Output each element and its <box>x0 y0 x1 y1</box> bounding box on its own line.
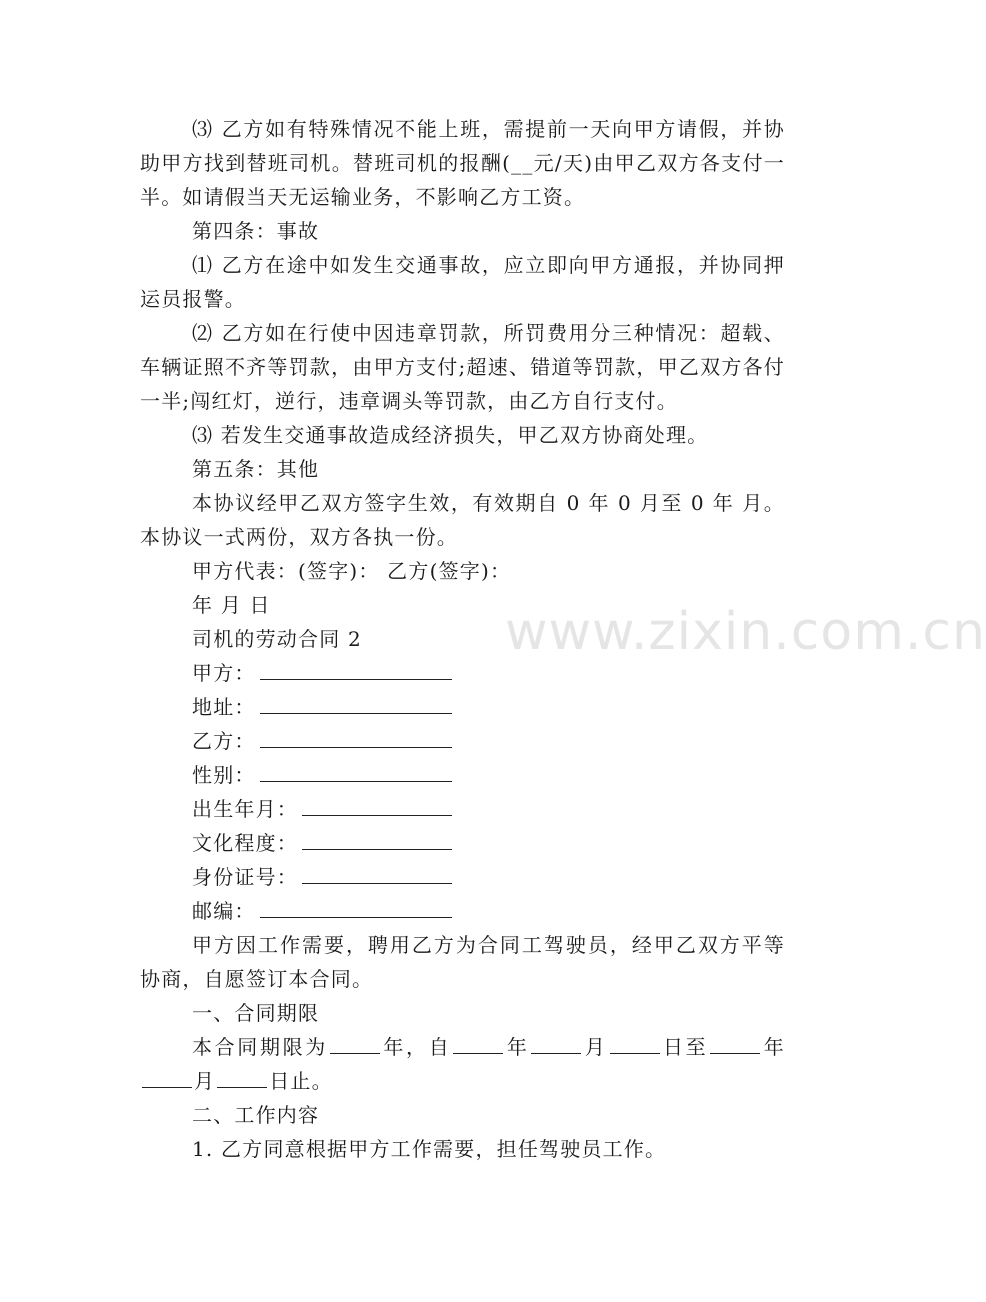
field-address <box>140 690 785 724</box>
contract-term-text: 本合同期限为 年，自 年 月 日至 年月 日止。 <box>140 1030 785 1098</box>
field-postcode <box>140 894 785 928</box>
paragraph-accident-report: ⑴ 乙方在途中如发生交通事故，应立即向甲方通报，并协同押运员报警。 <box>140 253 785 311</box>
field-label: 出生年月： <box>192 797 298 821</box>
field-label: 文化程度： <box>192 831 298 855</box>
field-label: 甲方： <box>192 661 256 685</box>
heading-article-4: 第四条：事故 <box>192 219 320 243</box>
heading-work-content: 二、工作内容 <box>192 1103 320 1127</box>
field-education <box>140 826 785 860</box>
fill-line <box>302 814 452 816</box>
field-id-number <box>140 860 785 894</box>
field-gender <box>140 758 785 792</box>
fill-line <box>260 746 452 748</box>
blank-line <box>330 1031 380 1054</box>
paragraph-economic-loss: ⑶ 若发生交通事故造成经济损失，甲乙双方协商处理。 <box>192 423 709 447</box>
fill-line <box>260 712 452 714</box>
field-label: 邮编： <box>192 899 256 923</box>
blank-line <box>710 1031 760 1054</box>
paragraph-leave: ⑶ 乙方如有特殊情况不能上班，需提前一天向甲方请假，并协助甲方找到替班司机。替班司机的报酬(__元/天)由甲乙双方各支付一半。如请假当天无运输业务，不影响乙方工资。 <box>140 117 785 209</box>
contract-title-2: 司机的劳动合同 2 <box>192 627 362 651</box>
work-item-1: 1. 乙方同意根据甲方工作需要，担任驾驶员工作。 <box>192 1137 667 1161</box>
paragraph-validity: 本协议经甲乙双方签字生效，有效期自 0 年 0 月至 0 年 月。本协议一式两份，双方各执一份。 <box>140 491 785 549</box>
paragraph-fines: ⑵ 乙方如在行使中因违章罚款，所罚费用分三种情况：超载、车辆证照不齐等罚款，由甲方支付;超速、错道等罚款，甲乙双方各付一半;闯红灯，逆行，违章调头等罚款，由乙方自行支付。 <box>140 321 785 413</box>
fill-line <box>302 882 452 884</box>
heading-contract-term: 一、合同期限 <box>192 1001 320 1025</box>
watermark: www.zixin.com.cn <box>505 602 986 662</box>
contract-intro: 甲方因工作需要，聘用乙方为合同工驾驶员，经甲乙双方平等协商，自愿签订本合同。 <box>140 933 785 991</box>
fill-line <box>302 848 452 850</box>
blank-line <box>217 1065 267 1088</box>
signature-line: 甲方代表：(签字)： 乙方(签字)： <box>192 559 512 583</box>
heading-article-5: 第五条：其他 <box>192 457 320 481</box>
fill-line <box>260 916 452 918</box>
field-label: 乙方： <box>192 729 256 753</box>
date-line: 年 月 日 <box>192 593 271 617</box>
field-label: 身份证号： <box>192 865 298 889</box>
document-body <box>140 112 785 1166</box>
blank-line <box>453 1031 503 1054</box>
field-party-b <box>140 724 785 758</box>
blank-line <box>531 1031 581 1054</box>
blank-line <box>610 1031 660 1054</box>
fill-line <box>260 780 452 782</box>
fill-line <box>260 678 452 680</box>
field-party-a <box>140 656 785 690</box>
field-birth <box>140 792 785 826</box>
blank-line <box>142 1065 192 1088</box>
field-label: 地址： <box>192 695 256 719</box>
field-label: 性别： <box>192 763 256 787</box>
